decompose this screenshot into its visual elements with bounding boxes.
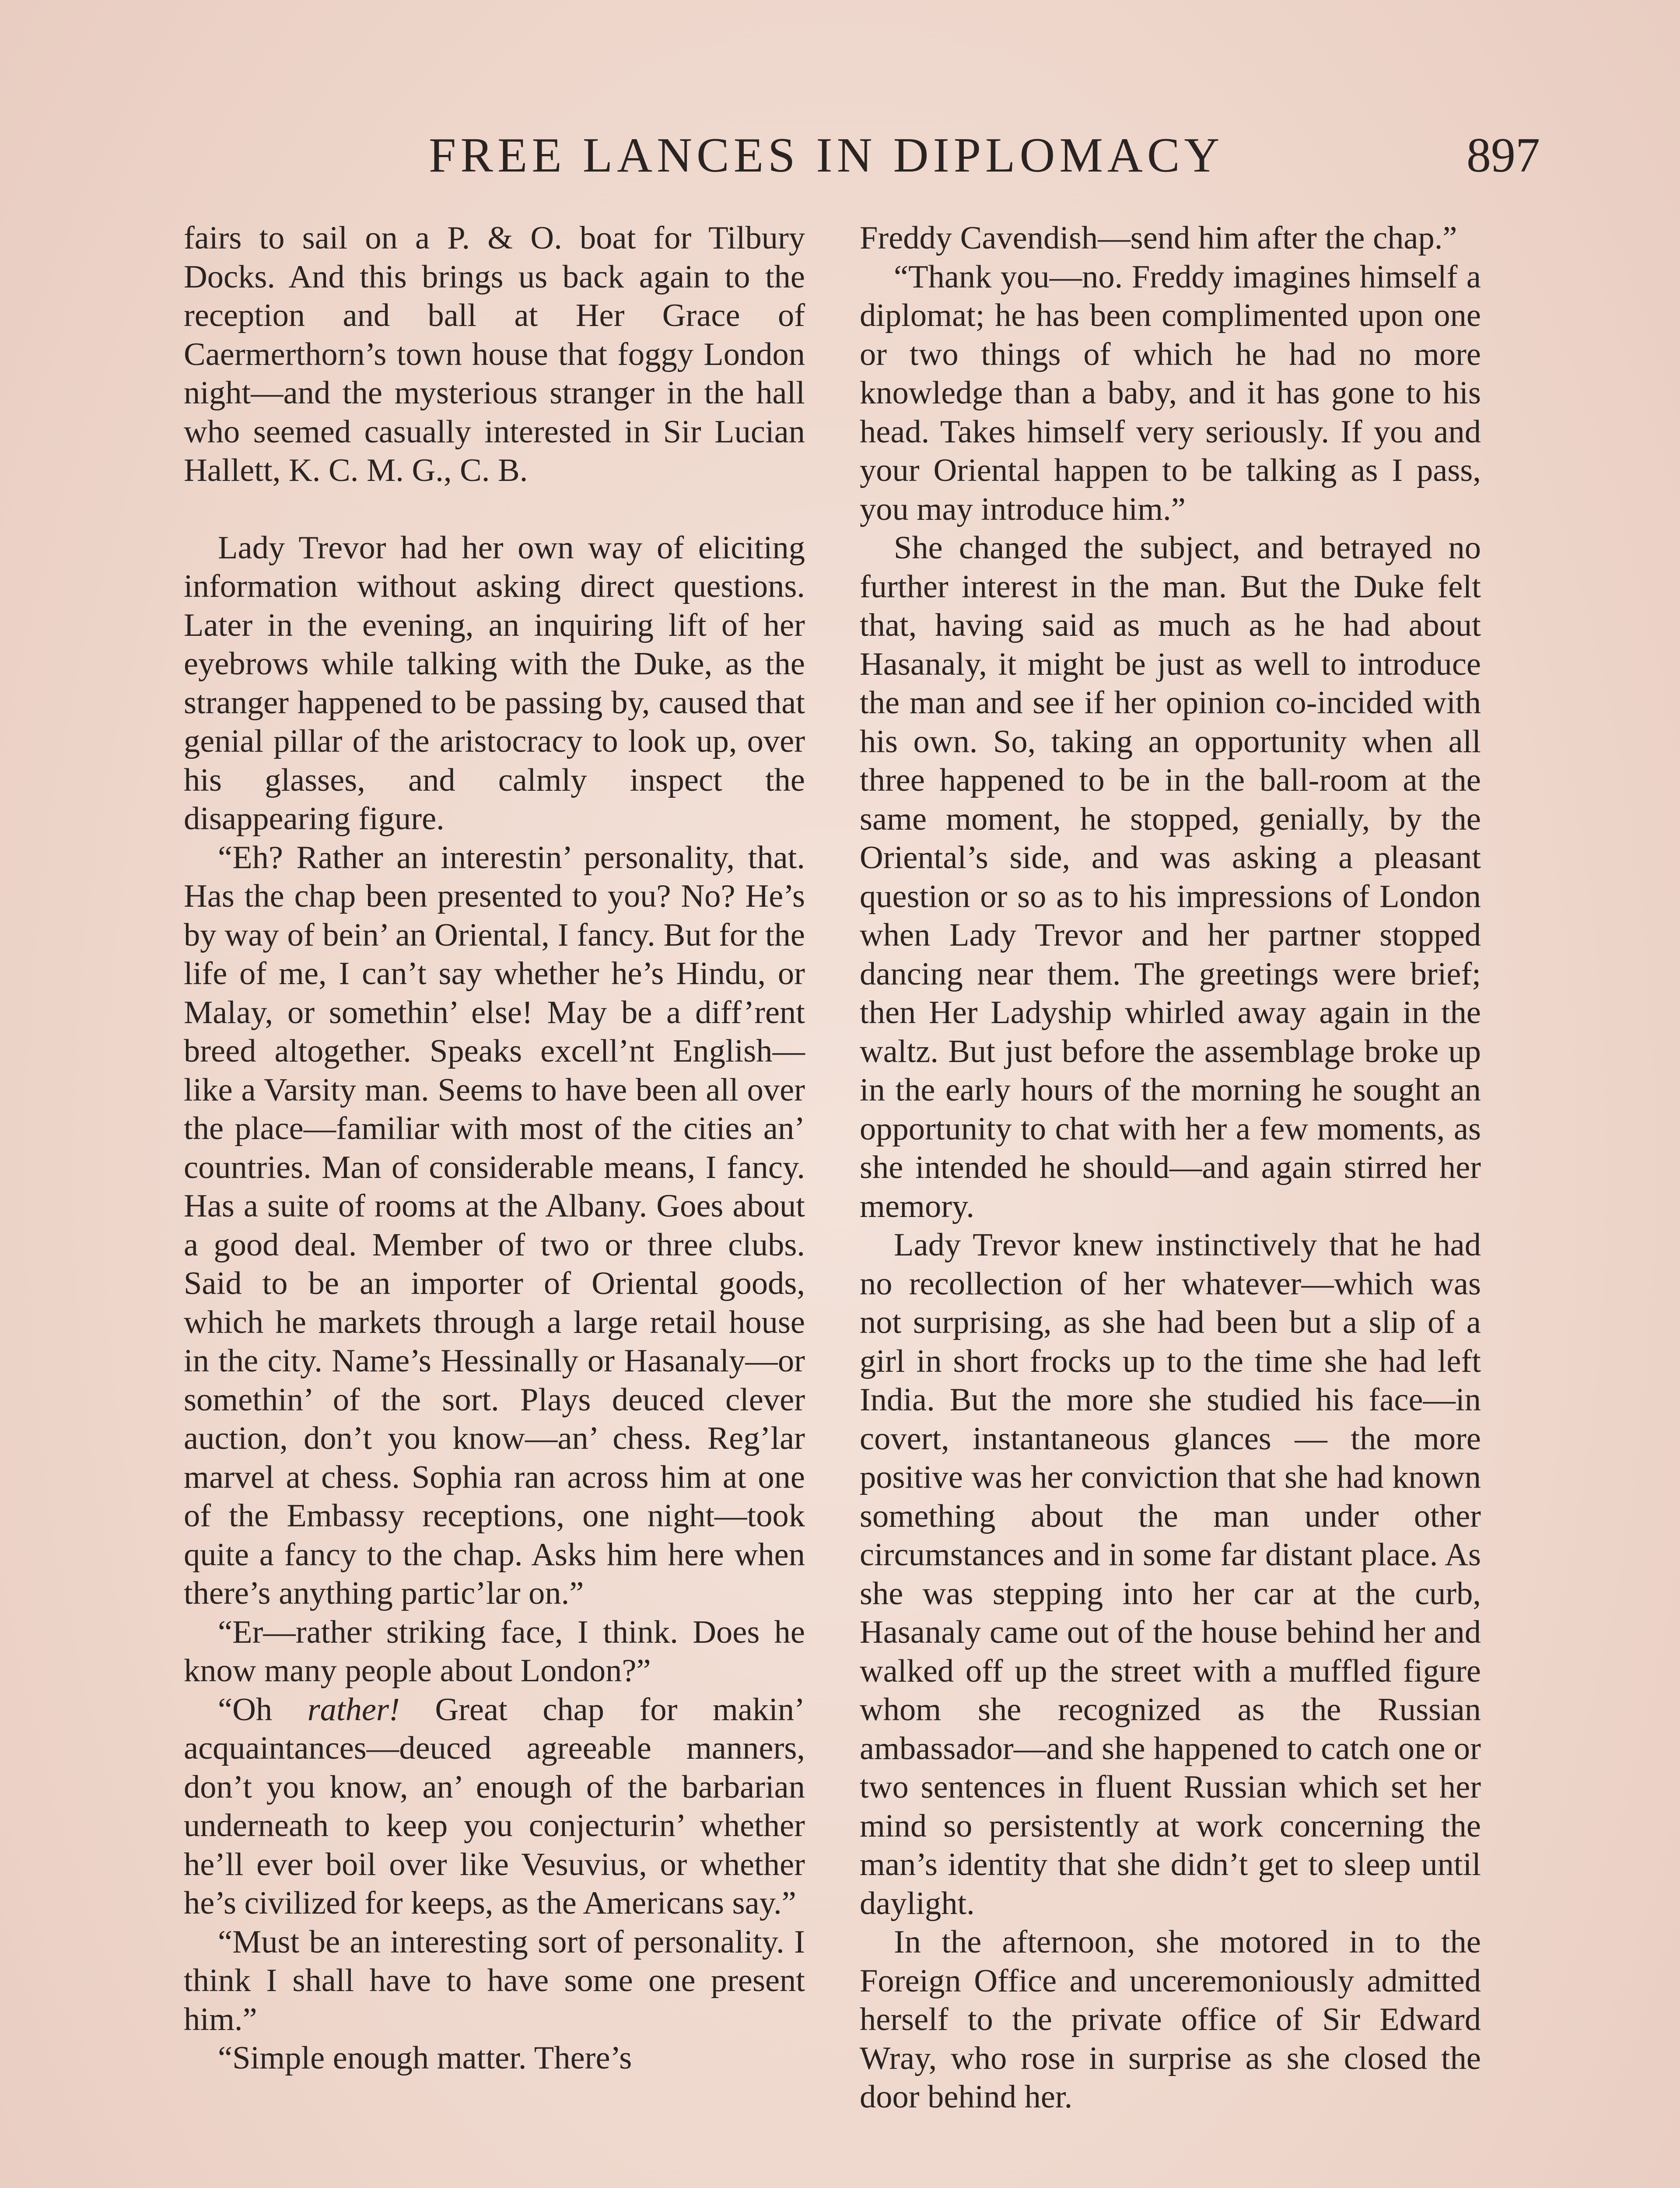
text-run: Great chap for makin’ acquaintances—deuced agreeable manners, don’t you know, an’ enough of the barbarian underneath to keep you conjecturin’ whether he’ll ever boil over like Vesuvius, or whether he’s civilized for keeps, as the Americans say.” [184,1691,805,1921]
text-run: “Oh [218,1691,308,1728]
running-title: FREE LANCES IN DIPLOMACY [429,128,1224,182]
page-header [184,125,1540,186]
paragraph: Freddy Cavendish—send him after the chap.” [860,220,1457,256]
right-column [860,219,1481,2117]
left-column [184,219,805,2078]
paragraph: Lady Trevor knew instinctively that he had no recollection of her whatever—which was not surprising, as she had been but a slip of a girl in short frocks up to the time she had left India. But the more she studied his face—in covert, instantaneous glances — the more positive was her conviction that she had known something about the man under other circumstances and in some far distant place. As she was stepping into her car at the curb, Hasanaly came out of the house behind her and walked off up the street with a muffled figure whom she recognized as the Russian ambassador—and she happened to catch one or two sentences in fluent Russian which set her mind so persistently at work concerning the man’s identity that she didn’t get to sleep until daylight. [860,1227,1481,1922]
paragraph: “Er—rather striking face, I think. Does he know many people about London?” [184,1614,805,1689]
italic-emphasis: rather! [307,1691,400,1728]
paragraph: She changed the subject, and betrayed no further interest in the man. But the Duke felt that, having said as much as he had about Hasanaly, it might be just as well to introduce the man and see if her opinion co-incided with his own. So, taking an opportunity when all three happened to be in the ball-room at the same moment, he stopped, genially, by the Oriental’s side, and was asking a pleasant question or so as to his impressions of London when Lady Trevor and her partner stopped dancing near them. The greetings were brief; then Her Ladyship whirled away again in the waltz. But just before the assemblage broke up in the early hours of the morning he sought an opportunity to chat with her a few moments, as she intended he should—and again stirred her memory. [860,530,1481,1224]
paragraph: “Must be an interesting sort of personality. I think I shall have to have some one present him.” [184,1924,805,2037]
paragraph: “Simple enough matter. There’s [218,2040,632,2076]
paragraph: Lady Trevor had her own way of eliciting information without asking direct questions. Later in the evening, an inquiring lift of her eyebrows while talking with the Duke, as the stranger happened to be passing by, caused that genial pillar of the aristocracy to look up, over his glasses, and calmly inspect the disappearing figure. [184,529,805,837]
paragraph: “Thank you—no. Freddy imagines himself a diplomat; he has been complimented upon one or two things of which he had no more knowledge than a baby, and it has gone to his head. Takes himself very seriously. If you and your Oriental happen to be talking as I pass, you may introduce him.” [860,259,1481,527]
page-number: 897 [1466,128,1540,182]
paragraph: fairs to sail on a P. & O. boat for Tilbury Docks. And this brings us back again to the reception and ball at Her Grace of Caermerthorn’s town house that foggy London night—and the mysterious stranger in the hall who seemed casually interested in Sir Lucian Hallett, K. C. M. G., C. B. [184,220,805,488]
paragraph: “Eh? Rather an interestin’ personality, that. Has the chap been presented to you? No? He’s by way of bein’ an Oriental, I fancy. But for the life of me, I can’t say whether he’s Hindu, or Malay, or somethin’ else! May be a diff’rent breed altogether. Speaks excell’nt English—like a Varsity man. Seems to have been all over the place—familiar with most of the cities an’ countries. Man of considerable means, I fancy. Has a suite of rooms at the Albany. Goes about a good deal. Member of two or three clubs. Said to be an importer of Oriental goods, which he markets through a large retail house in the city. Name’s Hessinally or Hasanaly—or somethin’ of the sort. Plays deuced clever auction, don’t you know—an’ chess. Reg’lar marvel at chess. Sophia ran across him at one of the Embassy receptions, one night—took quite a fancy to the chap. Asks him here when there’s anything partic’lar on.” [184,839,805,1611]
paragraph: In the afternoon, she motored in to the Foreign Office and unceremoniously admitted herself to the private office of Sir Edward Wray, who rose in surprise as she closed the door behind her. [860,1924,1481,2115]
paragraph [184,1690,805,1923]
